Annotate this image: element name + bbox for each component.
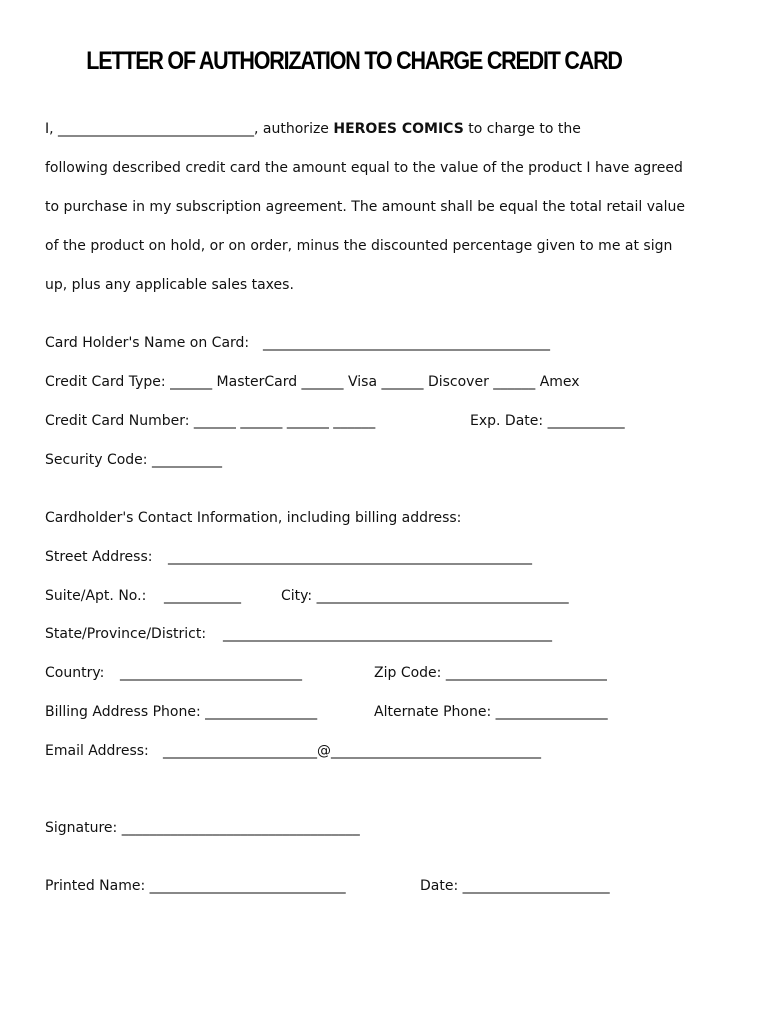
printed-name-label: Printed Name:: [45, 878, 146, 894]
exp-date-label: Exp. Date:: [470, 413, 544, 429]
exp-date-group: [470, 411, 625, 431]
card-number-field[interactable]: ______ ______ ______ ______: [193, 413, 376, 429]
email-label: Email Address:: [45, 743, 149, 759]
email-row: [45, 741, 149, 761]
city-field[interactable]: ____________________________________: [316, 588, 569, 604]
paragraph-line-3: to purchase in my subscription agreement. The amount shall be equal the total retail value: [45, 199, 685, 215]
security-code-label: Security Code:: [45, 452, 148, 468]
alternate-phone-label: Alternate Phone:: [374, 704, 492, 720]
paragraph-line-5: up, plus any applicable sales taxes.: [45, 277, 294, 293]
zip-field[interactable]: _______________________: [445, 665, 607, 681]
card-type-row: [45, 372, 580, 392]
zip-group: [374, 663, 607, 683]
exp-date-field[interactable]: ___________: [547, 413, 625, 429]
country-row: [45, 663, 104, 683]
state-row: [45, 624, 206, 644]
country-label: Country:: [45, 665, 105, 681]
state-label: State/Province/District:: [45, 626, 207, 642]
card-holder-row: [45, 333, 249, 353]
authorize-prefix: I, ____________________________, authorize: [45, 121, 334, 137]
authorize-suffix: to charge to the: [463, 121, 581, 137]
date-label: Date:: [420, 878, 459, 894]
suite-row: [45, 586, 146, 606]
alternate-phone-group: [374, 702, 608, 722]
date-field[interactable]: _____________________: [462, 878, 610, 894]
alternate-phone-field[interactable]: ________________: [495, 704, 608, 720]
signature-row: [45, 818, 360, 838]
page-title: LETTER OF AUTHORIZATION TO CHARGE CREDIT CARD: [86, 47, 622, 75]
contact-heading: Cardholder's Contact Information, including billing address:: [45, 510, 462, 526]
company-name: HEROES COMICS: [333, 121, 464, 137]
signature-label: Signature:: [45, 820, 118, 836]
authorization-paragraph: [45, 110, 745, 305]
street-address-row: [45, 547, 152, 567]
printed-name-field[interactable]: ____________________________: [149, 878, 346, 894]
email-field[interactable]: ______________________@______________________________: [163, 743, 541, 759]
card-holder-label: Card Holder's Name on Card:: [45, 335, 250, 351]
suite-field[interactable]: ___________: [164, 588, 241, 604]
street-address-label: Street Address:: [45, 549, 153, 565]
country-field[interactable]: __________________________: [120, 665, 302, 681]
billing-phone-label: Billing Address Phone:: [45, 704, 201, 720]
card-number-row: [45, 411, 375, 431]
city-group: [281, 586, 569, 606]
security-code-row: [45, 450, 222, 470]
card-type-label: Credit Card Type:: [45, 374, 166, 390]
zip-label: Zip Code:: [374, 665, 442, 681]
card-holder-field[interactable]: _________________________________________: [263, 335, 550, 351]
billing-phone-field[interactable]: ________________: [205, 704, 318, 720]
suite-label: Suite/Apt. No.:: [45, 588, 147, 604]
card-number-label: Credit Card Number:: [45, 413, 190, 429]
card-type-options[interactable]: ______ MasterCard ______ Visa ______ Discover ______ Amex: [170, 374, 580, 390]
paragraph-line-4: of the product on hold, or on order, minus the discounted percentage given to me at sign: [45, 238, 673, 254]
paragraph-line-1: [45, 110, 745, 149]
billing-phone-row: [45, 702, 317, 722]
state-field[interactable]: _______________________________________________: [223, 626, 552, 642]
signature-field[interactable]: __________________________________: [121, 820, 360, 836]
security-code-field[interactable]: __________: [151, 452, 222, 468]
date-group: [420, 876, 610, 896]
printed-name-row: [45, 876, 346, 896]
street-address-field[interactable]: ____________________________________________________: [168, 549, 532, 565]
paragraph-line-2: following described credit card the amount equal to the value of the product I have agreed: [45, 160, 683, 176]
city-label: City:: [281, 588, 313, 604]
